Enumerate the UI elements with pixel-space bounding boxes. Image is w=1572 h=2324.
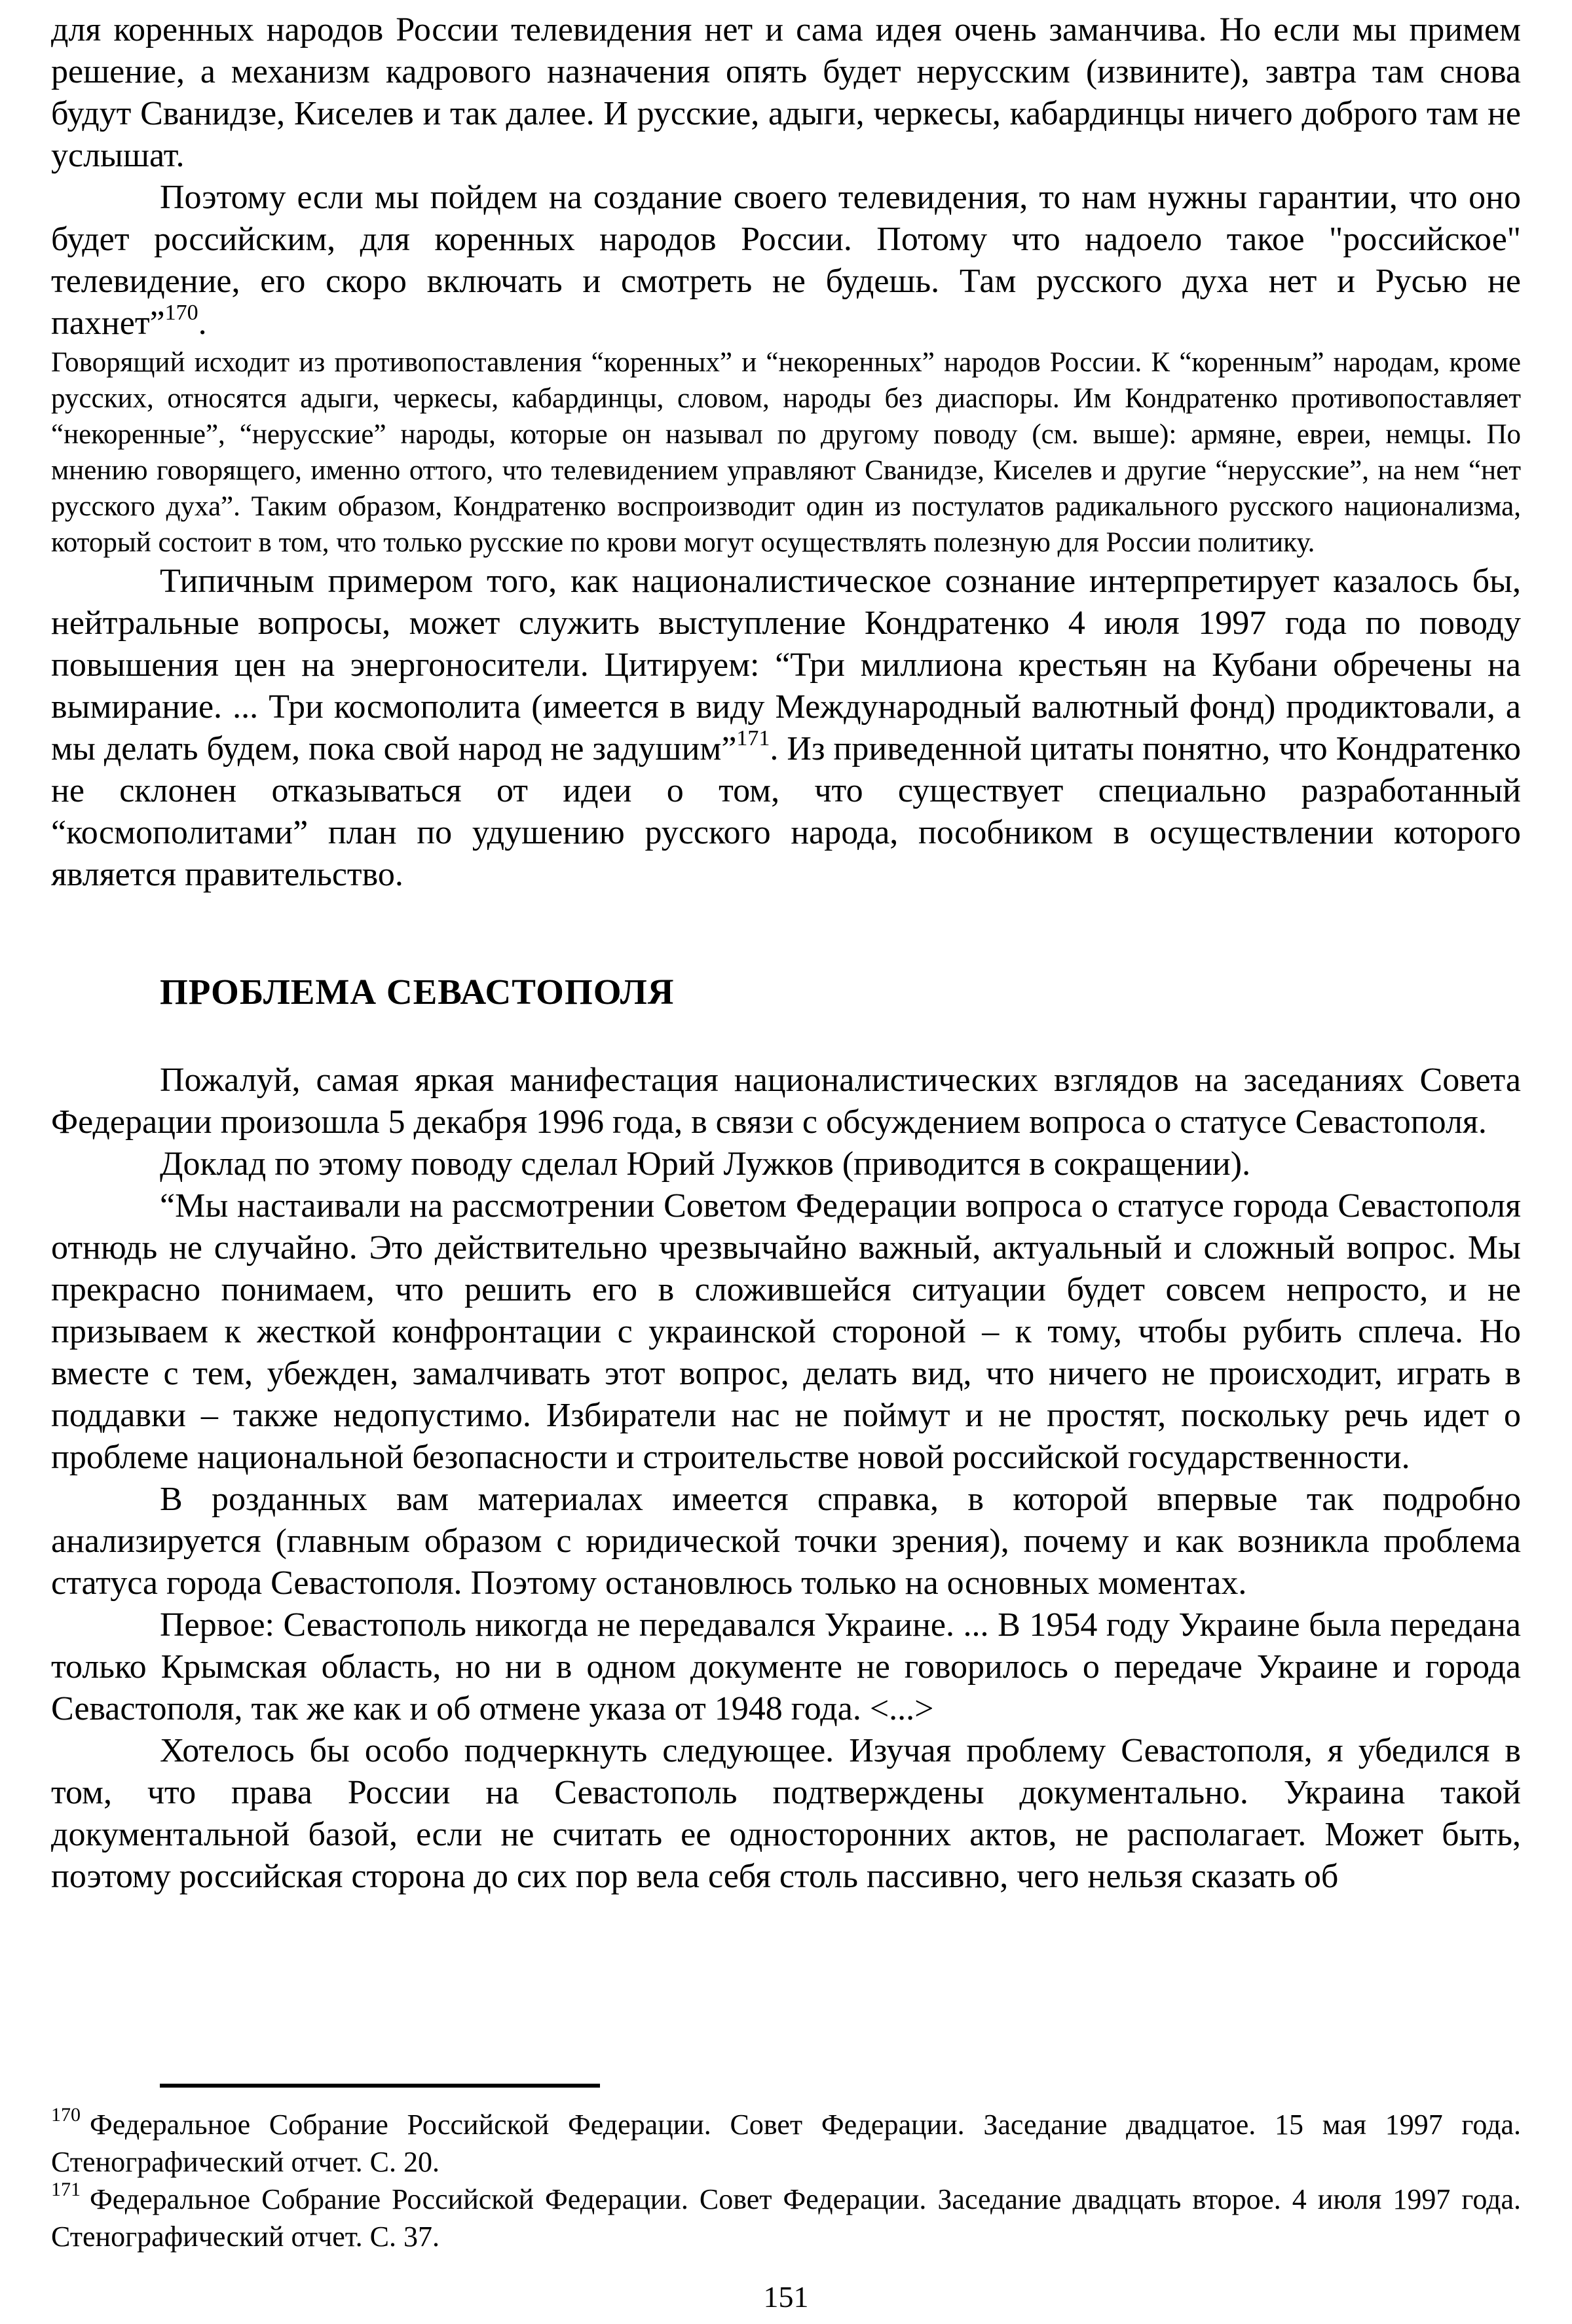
footnote-170 [51,2106,1521,2181]
footnote-area [51,2084,1521,2255]
body-paragraph-5: Доклад по этому поводу сделал Юрий Лужков (приводится в сокращении). [160,1145,1251,1183]
body-paragraph-6: “Мы настаивали на рассмотрении Советом Федерации вопроса о статусе города Севастополя отнюдь не случайно. Это действительно чрезвычайно важный, актуальный и сложный вопрос. Мы прекрасно понимаем, что решить его в сложившейся ситуации будет совсем непросто, и не призываем к жесткой конфронтации с украинской стороной – к тому, чтобы рубить сплеча. Но вместе с тем, убежден, замалчивать этот вопрос, делать вид, что ничего не происходит, играть в поддавки – также недопустимо. Избиратели нас не поймут и не простят, поскольку речь идет о проблеме национальной безопасности и строительстве новой российской государственности. [51,1187,1521,1476]
footnote-separator [160,2084,600,2088]
footnote-ref-170: 170 [164,301,198,325]
footnote-171 [51,2181,1521,2255]
paragraph-text: Типичным примером того, как националистическое сознание интерпретирует казалось бы, нейтральные вопросы, может служить выступление Кондратенко 4 июля 1997 года по поводу повышения цен на энергоносители. Цитируем: “Три миллиона крестьян на Кубани обречены на вымирание. ... Три космополита (имеется в виду Международный валютный фонд) продиктовали, а мы делать будем, пока свой народ не задушим” [51,563,1521,767]
footnote-marker-170: 170 [51,2104,81,2126]
paragraph-text: . [198,304,207,342]
body-paragraph-8: Первое: Севастополь никогда не передавался Украине. ... В 1954 году Украине была передана только Крымская область, но ни в одном документе не говорилось о передаче Украине и города Севастополя, так же как и об отмене указа от 1948 года. <...> [51,1606,1521,1727]
body-paragraph-7: В розданных вам материалах имеется справка, в которой впервые так подробно анализируется (главным образом с юридической точки зрения), почему и как возникла проблема статуса города Севастополя. Поэтому остановлюсь только на основных моментах. [51,1481,1521,1602]
body-paragraph-1: для коренных народов России телевидения нет и сама идея очень заманчива. Но если мы примем решение, а механизм кадрового назначения опять будет нерусским (извините), завтра там снова будут Сванидзе, Киселев и так далее. И русские, адыги, черкесы, кабардинцы ничего доброго там не услышат. [51,11,1521,174]
footnote-text: Федеральное Собрание Российской Федерации. Совет Федерации. Заседание двадцатое. 15 мая 1997 года. Стенографический отчет. С. 20. [51,2109,1521,2178]
paragraph-text: Поэтому если мы пойдем на создание своего телевидения, то нам нужны гарантии, что оно будет российским, для коренных народов России. Потому что надоело такое "российское" телевидение, его скоро включать и смотреть не будешь. Там русского духа нет и Русью не пахнет” [51,179,1521,342]
body-paragraph-2 [51,177,1521,344]
paragraph-text: . Из приведенной цитаты понятно, что Кондратенко не склонен отказываться от идеи о том, что существует специально разработанный “космополитами” план по удушению русского народа, пособником в осуществлении которого является правительство. [51,730,1521,893]
section-heading: ПРОБЛЕМА СЕВАСТОПОЛЯ [160,972,675,1012]
body-paragraph-3 [51,561,1521,896]
commentary-note: Говорящий исходит из противопоставления “коренных” и “некоренных” народов России. К “коренным” народам, кроме русских, относятся адыги, черкесы, кабардинцы, словом, народы без диаспоры. Им Кондратенко противопоставляет “некоренные”, “нерусские” народы, которые он называл по другому поводу (см. выше): армяне, евреи, немцы. По мнению говорящего, именно оттого, что телевидением управляют Сванидзе, Киселев и другие “нерусские”, на нем “нет русского духа”. Таким образом, Кондратенко воспроизводит один из постулатов радикального русского национализма, который состоит в том, что только русские по крови могут осуществлять полезную для России политику. [51,347,1521,558]
body-paragraph-9: Хотелось бы особо подчеркнуть следующее. Изучая проблему Севастополя, я убедился в том, что права России на Севастополь подтверждены документально. Украина такой документальной базой, если не считать ее односторонних актов, не располагает. Может быть, поэтому российская сторона до сих пор вела себя столь пассивно, чего нельзя сказать об [51,1732,1521,1895]
footnote-marker-171: 171 [51,2179,81,2200]
body-paragraph-4: Пожалуй, самая яркая манифестация националистических взглядов на заседаниях Совета Федерации произошла 5 декабря 1996 года, в связи с обсуждением вопроса о статусе Севастополя. [51,1061,1521,1141]
footnote-ref-171: 171 [736,726,770,750]
footnote-text: Федеральное Собрание Российской Федерации. Совет Федерации. Заседание двадцать второе. 4 июля 1997 года. Стенографический отчет. С. 37. [51,2183,1521,2253]
page-number: 151 [763,2280,809,2314]
